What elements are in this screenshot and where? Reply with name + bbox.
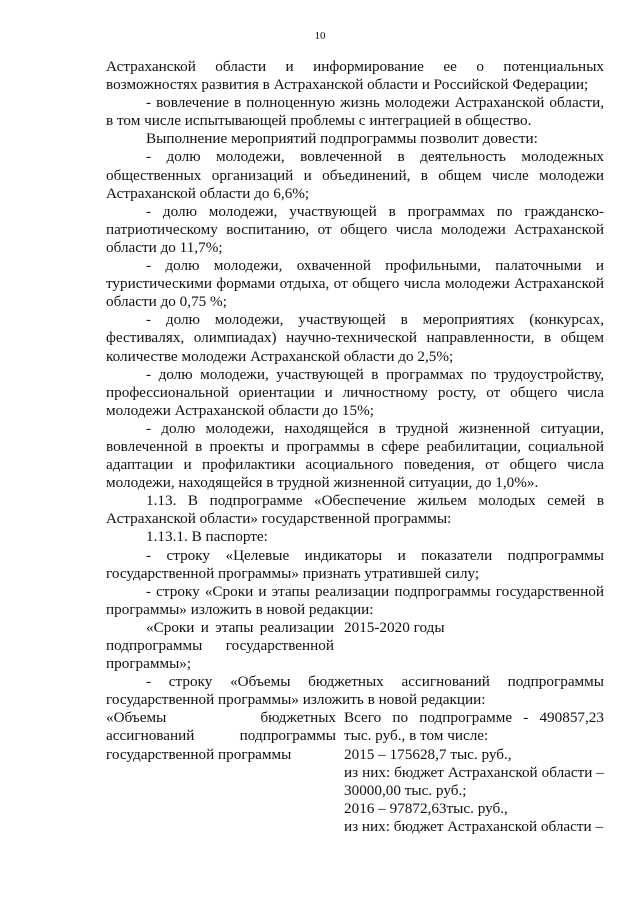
terms-row-value: 2015-2020 годы: [344, 618, 445, 636]
paragraph-continuation: Астраханской области и информирование ее о потенциальных возможностях развития в Астраханской области и Российской Федерации;: [106, 58, 604, 94]
paragraph-indicator-recreation: - долю молодежи, охваченной профильными, палаточными и туристическими формами отдыха, от общего числа молодежи Астраханской области до 0,75 %;: [106, 257, 604, 311]
paragraph-terms-new-edition: - строку «Сроки и этапы реализации подпрограммы государственной программы» изложить в новой редакции:: [106, 582, 604, 618]
budget-total-line: Всего по подпрограмме - 490857,23 тыс. руб., в том числе:: [344, 709, 604, 745]
paragraph-budget-new-edition: - строку «Объемы бюджетных ассигнований подпрограммы государственной программы» изложить в новой редакции:: [106, 673, 604, 709]
document-body: [106, 58, 604, 836]
budget-row-label: «Объемы бюджетных ассигнований подпрограммы государственной программы: [106, 709, 336, 763]
paragraph-section-1-13-1: 1.13.1. В паспорте:: [146, 528, 268, 546]
paragraph-indicator-patriotic: - долю молодежи, участвующей в программах по гражданско-патриотическому воспитанию, от общего числа молодежи Астраханской области до 11,7%;: [106, 202, 604, 256]
terms-row: [106, 619, 604, 673]
paragraph-indicator-organizations: - долю молодежи, вовлеченной в деятельность молодежных общественных организаций и объединений, в общем числе молодежи Астраханской области до 6,6%;: [106, 148, 604, 202]
paragraph-results-intro: Выполнение мероприятий подпрограммы позволит довести:: [146, 130, 538, 148]
budget-2016-line: 2016 – 97872,63тыс. руб.,: [344, 799, 508, 817]
budget-row-values: [344, 709, 604, 836]
paragraph-indicator-science: - долю молодежи, участвующей в мероприятиях (конкурсах, фестивалях, олимпиадах) научно-технической направленности, в общем количестве молодежи Астраханской области до 2,5%;: [106, 311, 604, 365]
budget-2015-regional-line: из них: бюджет Астраханской области – 30000,00 тыс. руб.;: [344, 763, 604, 799]
paragraph-indicator-employment: - долю молодежи, участвующей в программах по трудоустройству, профессиональной ориентации и личностному росту, от общего числа молодежи Астраханской области до 15%;: [106, 365, 604, 419]
paragraph-youth-involvement: - вовлечение в полноценную жизнь молодежи Астраханской области, в том числе испытывающей проблемы с интеграцией в общество.: [106, 94, 604, 130]
budget-2015-line: 2015 – 175628,7 тыс. руб.,: [344, 745, 512, 763]
page-number: 10: [314, 30, 326, 42]
budget-row: [106, 709, 604, 836]
budget-2016-regional-line: из них: бюджет Астраханской области –: [344, 817, 604, 835]
terms-row-label: «Сроки и этапы реализации подпрограммы государственной программы»;: [106, 618, 334, 673]
paragraph-indicators-void: - строку «Целевые индикаторы и показатели подпрограммы государственной программы» признать утратившей силу;: [106, 546, 604, 582]
paragraph-indicator-rehabilitation: - долю молодежи, находящейся в трудной жизненной ситуации, вовлеченной в проекты и программы в сфере реабилитации, социальной адаптации и профилактики асоциального поведения, от общего числа молодежи, находящейся в трудной жизненной ситуации, до 1,0%».: [106, 419, 604, 492]
paragraph-section-1-13: 1.13. В подпрограмме «Обеспечение жильем молодых семей в Астраханской области» государственной программы:: [106, 492, 604, 528]
